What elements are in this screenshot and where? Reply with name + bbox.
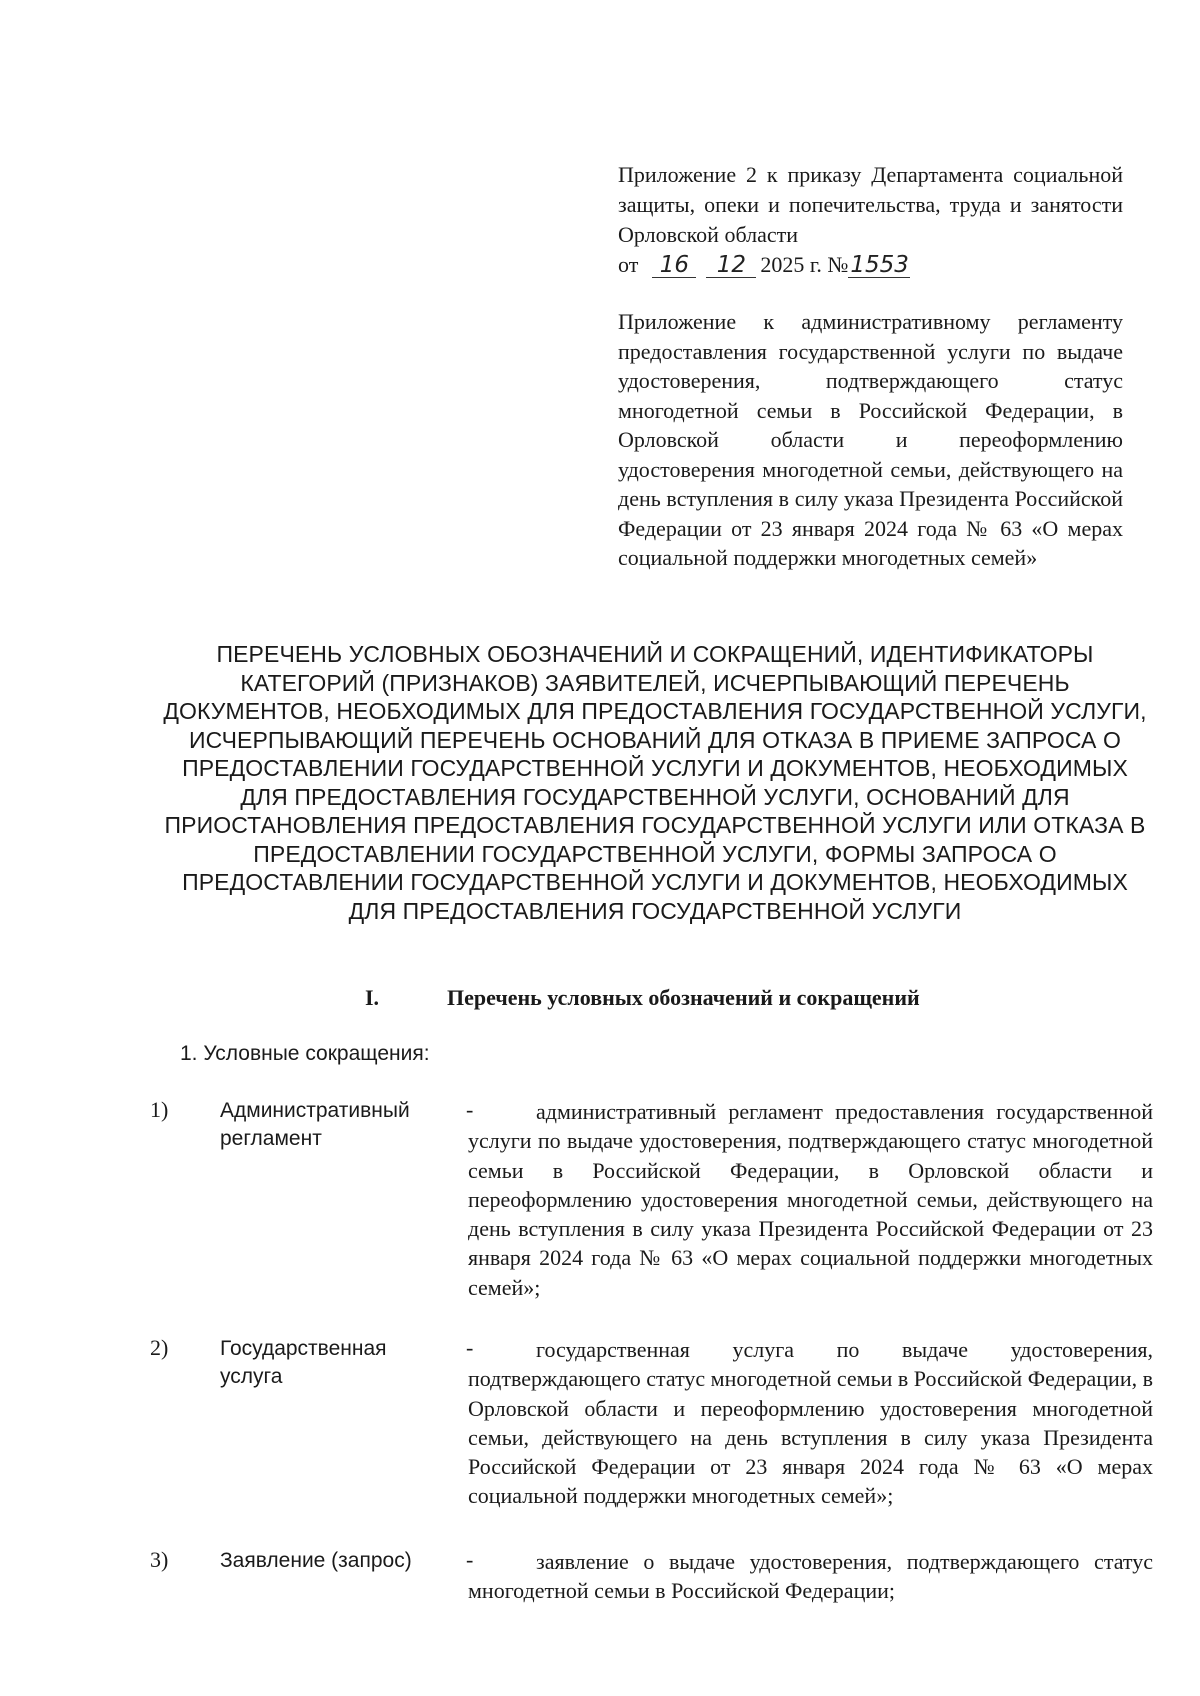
definition-term: Государственная услуга — [220, 1337, 387, 1388]
definition-text: государственная услуга по выдаче удостоверения, подтверждающего статус многодетной семьи в Российской Федерации, в Орловской области и переоформлению удостоверения многодетной семьи, действующего на день вступления в силу указа Президента Российской Федерации от 23 января 2024 года № 63 «О мерах социальной поддержки многодетных семей»; — [468, 1337, 1153, 1509]
handwritten-order-number: 1553 — [850, 252, 909, 278]
section-title: Перечень условных обозначений и сокращений — [447, 985, 920, 1010]
definitions-list — [150, 1097, 1153, 1617]
date-year: 2025 г. № — [760, 252, 849, 277]
definition-item — [150, 1335, 1153, 1547]
definition-text: административный регламент предоставления государственной услуги по выдаче удостоверения, подтверждающего статус многодетной семьи в Российской Федерации, в Орловской области и переоформлению удостоверения многодетной семьи, действующего на день вступления в силу указа Президента Российской Федерации от 23 января 2024 года № 63 «О мерах социальной поддержки многодетных семей»; — [468, 1099, 1153, 1300]
definition-text: заявление о выдаче удостоверения, подтверждающего статус многодетной семьи в Российской Федерации; — [468, 1549, 1153, 1604]
section-heading — [365, 985, 1065, 1011]
definition-number: 3) — [150, 1547, 169, 1572]
definition-item — [150, 1097, 1153, 1335]
order-date-line — [618, 250, 1123, 280]
definition-item — [150, 1547, 1153, 1617]
handwritten-day: 16 — [652, 253, 696, 278]
regulation-annex-text: Приложение к административному регламенту предоставления государственной услуги по выдаче удостоверения, подтверждающего статус многодетной семьи в Российской Федерации, в Орловской области и переоформлению удостоверения многодетной семьи, действующего на день вступления в силу указа Президента Российской Федерации от 23 января 2024 года № 63 «О мерах социальной поддержки многодетных семей» — [618, 309, 1123, 570]
definition-term: Административный регламент — [220, 1099, 410, 1150]
handwritten-month: 12 — [706, 253, 756, 278]
order-annex-block — [618, 160, 1123, 280]
definition-dash: - — [466, 1335, 474, 1360]
order-annex-text: Приложение 2 к приказу Департамента социальной защиты, опеки и попечительства, труда и занятости Орловской области — [618, 162, 1123, 247]
section-number: I. — [365, 985, 380, 1010]
definition-number: 2) — [150, 1335, 169, 1360]
main-title: ПЕРЕЧЕНЬ УСЛОВНЫХ ОБОЗНАЧЕНИЙ И СОКРАЩЕНИЙ, ИДЕНТИФИКАТОРЫ КАТЕГОРИЙ (ПРИЗНАКОВ) ЗАЯВИТЕЛЕЙ, ИСЧЕРПЫВАЮЩИЙ ПЕРЕЧЕНЬ ДОКУМЕНТОВ, НЕОБХОДИМЫХ ДЛЯ ПРЕДОСТАВЛЕНИЯ ГОСУДАРСТВЕННОЙ УСЛУГИ, ИСЧЕРПЫВАЮЩИЙ ПЕРЕЧЕНЬ ОСНОВАНИЙ ДЛЯ ОТКАЗА В ПРИЕМЕ ЗАПРОСА О ПРЕДОСТАВЛЕНИИ ГОСУДАРСТВЕННОЙ УСЛУГИ И ДОКУМЕНТОВ, НЕОБХОДИМЫХ ДЛЯ ПРЕДОСТАВЛЕНИЯ ГОСУДАРСТВЕННОЙ УСЛУГИ, ОСНОВАНИЙ ДЛЯ ПРИОСТАНОВЛЕНИЯ ПРЕДОСТАВЛЕНИЯ ГОСУДАРСТВЕННОЙ УСЛУГИ ИЛИ ОТКАЗА В ПРЕДОСТАВЛЕНИИ ГОСУДАРСТВЕННОЙ УСЛУГИ, ФОРМЫ ЗАПРОСА О ПРЕДОСТАВЛЕНИИ ГОСУДАРСТВЕННОЙ УСЛУГИ И ДОКУМЕНТОВ, НЕОБХОДИМЫХ ДЛЯ ПРЕДОСТАВЛЕНИЯ ГОСУДАРСТВЕННОЙ УСЛУГИ — [163, 641, 1147, 924]
definition-dash: - — [466, 1547, 474, 1572]
subheading: 1. Условные сокращения: — [180, 1042, 430, 1065]
definition-number: 1) — [150, 1097, 169, 1122]
definition-dash: - — [466, 1097, 474, 1122]
date-prefix: от — [618, 252, 639, 277]
definition-term: Заявление (запрос) — [220, 1549, 412, 1572]
